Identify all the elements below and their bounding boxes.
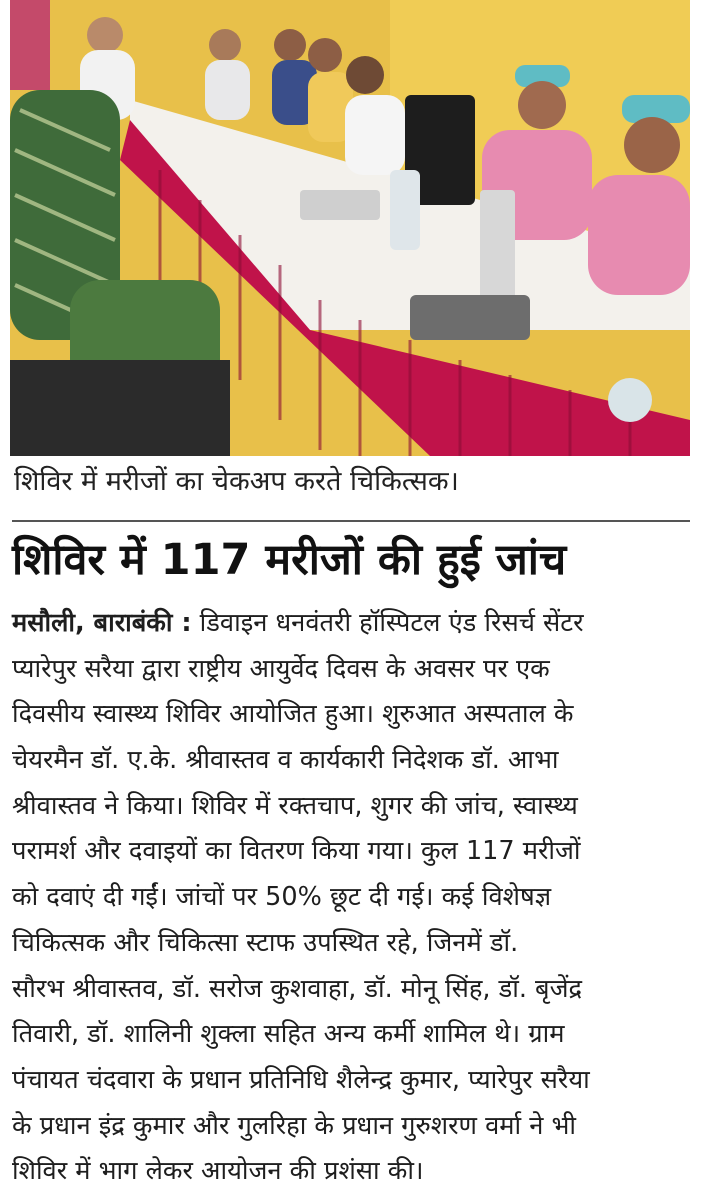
tape-roll <box>608 378 652 422</box>
article-line: तिवारी, डॉ. शालिनी शुक्ला सहित अन्य कर्मी शामिल थे। ग्राम <box>12 1019 565 1050</box>
article-line: शिविर में भाग लेकर आयोजन की प्रशंसा की। <box>12 1156 424 1187</box>
article-line: परामर्श और दवाइयों का वितरण किया गया। कुल 117 मरीजों <box>12 836 581 867</box>
article-line <box>12 601 702 647</box>
dateline: मसौली, बाराबंकी : <box>12 608 192 638</box>
article-line: चिकित्सक और चिकित्सा स्टाफ उपस्थित रहे, जिनमें डॉ. <box>12 927 519 958</box>
article-line: श्रीवास्तव ने किया। शिविर में रक्तचाप, शुगर की जांच, स्वास्थ्य <box>12 790 578 821</box>
bottle <box>390 170 420 250</box>
article-body <box>12 601 702 1195</box>
article-line: पंचायत चंदवारा के प्रधान प्रतिनिधि शैलेन्द्र कुमार, प्यारेपुर सरैया <box>12 1064 590 1095</box>
article-line: प्यारेपुर सरैया द्वारा राष्ट्रीय आयुर्वेद दिवस के अवसर पर एक <box>12 653 550 684</box>
article-line: सौरभ श्रीवास्तव, डॉ. सरोज कुशवाहा, डॉ. मोनू सिंह, डॉ. बृजेंद्र <box>12 973 583 1004</box>
news-photo <box>10 0 690 456</box>
photo-caption: शिविर में मरीजों का चेकअप करते चिकित्सक। <box>14 466 459 497</box>
article-line: के प्रधान इंद्र कुमार और गुलरिहा के प्रधान गुरुशरण वर्मा ने भी <box>12 1110 577 1141</box>
article-line: को दवाएं दी गईं। जांचों पर 50% छूट दी गई। कई विशेषज्ञ <box>12 882 552 913</box>
headline: शिविर में 117 मरीजों की हुई जांच <box>12 535 567 585</box>
article-line: चेयरमैन डॉ. ए.के. श्रीवास्तव व कार्यकारी निदेशक डॉ. आभा <box>12 745 559 776</box>
article-line: दिवसीय स्वास्थ्य शिविर आयोजित हुआ। शुरुआत अस्पताल के <box>12 699 574 730</box>
divider <box>12 520 690 522</box>
camp-photo-illustration <box>10 0 690 456</box>
article-text: डिवाइन धनवंतरी हॉस्पिटल एंड रिसर्च सेंटर <box>191 608 584 638</box>
